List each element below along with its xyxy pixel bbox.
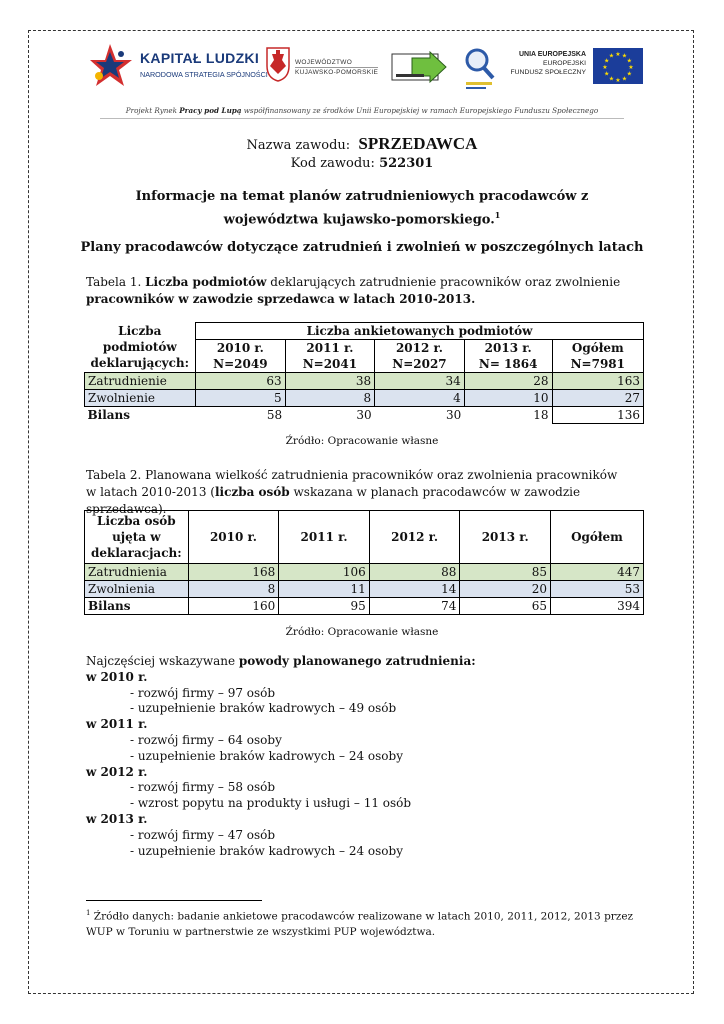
table1-cell: 63	[196, 373, 286, 390]
reasons-year: w 2013 r.	[86, 811, 148, 826]
table1-col-n: N=2049	[196, 356, 286, 373]
table1-col-n: N= 1864	[464, 356, 552, 373]
woj-line1: WOJEWÓDZTWO	[295, 59, 353, 66]
occupation-code	[0, 156, 724, 171]
list-item: - rozwój firmy – 47 osób	[130, 827, 276, 842]
eu-flag-icon	[593, 48, 643, 84]
table1-cell: 34	[375, 373, 465, 390]
svg-text:★: ★	[608, 52, 615, 60]
occupation-name-label: Nazwa zawodu:	[246, 138, 351, 153]
main-heading	[92, 188, 632, 229]
footnote-mark: 1	[86, 909, 91, 917]
wup-arrow-icon	[390, 48, 452, 88]
table2	[84, 510, 644, 615]
table1-cell: 163	[552, 373, 643, 390]
table2-caption-bold: liczba osób	[214, 485, 290, 499]
occupation-code-label: Kod zawodu:	[290, 156, 375, 171]
eu-logo	[500, 48, 640, 88]
svg-text:★: ★	[626, 70, 632, 78]
svg-text:★: ★	[615, 77, 621, 84]
occupation-name-value: SPRZEDAWCA	[358, 134, 478, 153]
eu-line2: EUROPEJSKI	[542, 60, 586, 67]
table2-cell: 447	[550, 564, 643, 581]
table1-row-label: Bilans	[87, 408, 131, 423]
table-row	[85, 564, 644, 581]
svg-text:★: ★	[615, 51, 621, 58]
table1-col-year: 2013 r.	[464, 340, 552, 357]
wojewodztwo-text	[295, 58, 378, 77]
table2-cell: 53	[550, 581, 643, 598]
table1-source: Źródło: Opracowanie własne	[285, 435, 439, 447]
table2-caption-line1: Tabela 2. Planowana wielkość zatrudnienia pracowników oraz zwolnienia pracowników	[86, 468, 618, 482]
reasons-intro-bold: powody planowanego zatrudnienia:	[238, 654, 476, 668]
table2-cell: 394	[550, 598, 643, 615]
table-row	[85, 598, 644, 615]
table1-cell: 30	[445, 408, 462, 423]
table1-row-header: Liczba podmiotów deklarujących:	[90, 324, 190, 371]
main-heading-text: Informacje na temat planów zatrudnieniowych pracodawców z województwa kujawsko-pomorskiego.	[135, 189, 589, 228]
footnote-divider	[86, 900, 262, 901]
table2-cell: 85	[460, 564, 551, 581]
table1-cell: 4	[375, 390, 465, 407]
kapital-ludzki-logo	[90, 42, 268, 92]
table1-caption	[86, 274, 646, 308]
list-item: - wzrost popytu na produkty i usługi – 11 osób	[130, 796, 412, 811]
table1-caption-mid: deklarujących zatrudnienie pracowników oraz zwolnienie	[266, 275, 621, 289]
table1-cell: 10	[464, 390, 552, 407]
table1-cell: 8	[285, 390, 375, 407]
table2-col-year: 2013 r.	[460, 511, 551, 564]
project-note-bold: Pracy pod Lupą	[179, 106, 242, 115]
table-row	[85, 373, 644, 390]
eu-line3: FUNDUSZ SPOŁECZNY	[510, 69, 586, 76]
list-item: - uzupełnienie braków kadrowych – 49 osób	[130, 701, 397, 716]
table2-cell: 11	[279, 581, 370, 598]
footnote	[86, 906, 646, 940]
section-heading: Plany pracodawców dotyczące zatrudnień i zwolnień w poszczególnych latach	[80, 240, 644, 255]
project-note-post: współfinansowany ze środków Unii Europejskiej w ramach Europejskiego Funduszu Społecznego	[241, 106, 599, 115]
table2-row-header: Liczba osób ujęta w deklaracjach:	[85, 511, 189, 564]
table2-source: Źródło: Opracowanie własne	[285, 626, 439, 638]
table2-cell: 88	[369, 564, 460, 581]
table1-col-n: N=2041	[285, 356, 375, 373]
table2-row-label: Zwolnienia	[85, 581, 189, 598]
main-heading-footnote-ref: 1	[494, 210, 501, 220]
table2-row-label: Zatrudnienia	[85, 564, 189, 581]
header-divider	[100, 118, 624, 119]
table2-cell: 14	[369, 581, 460, 598]
table1-cell: 18	[533, 408, 549, 423]
table1-group-header: Liczba ankietowanych podmiotów	[196, 323, 644, 340]
woj-line2: KUJAWSKO-POMORSKIE	[295, 69, 379, 76]
table-row	[85, 390, 644, 407]
occupation-code-value: 522301	[379, 156, 434, 171]
svg-text:★: ★	[621, 75, 628, 83]
reasons-year: w 2012 r.	[86, 764, 148, 779]
table1-col-year: Ogółem	[552, 340, 643, 357]
list-item: - rozwój firmy – 97 osób	[130, 685, 276, 700]
table-row	[85, 407, 644, 424]
table1-col-year: 2012 r.	[375, 340, 465, 357]
rynek-pracy-pod-lupa-logo	[462, 46, 496, 92]
magnifier-icon	[462, 46, 496, 92]
logos-bar	[90, 38, 650, 98]
eu-line1: UNIA EUROPEJSKA	[518, 51, 586, 58]
kapital-ludzki-title: KAPITAŁ LUDZKI	[140, 50, 260, 66]
coat-of-arms-icon	[265, 46, 291, 82]
svg-text:★: ★	[602, 64, 608, 71]
svg-text:★: ★	[608, 75, 615, 83]
table2-cell: 8	[188, 581, 279, 598]
table1-col-year: 2010 r.	[196, 340, 286, 357]
table2-col-year: Ogółem	[550, 511, 643, 564]
table1-cell: 136	[552, 407, 643, 424]
svg-text:★: ★	[621, 52, 628, 60]
svg-text:★: ★	[604, 70, 610, 78]
table1-cell: 38	[285, 373, 375, 390]
reasons-intro	[86, 654, 646, 670]
wup-logo	[390, 48, 452, 88]
table1-col-n: N=7981	[552, 356, 643, 373]
list-item: - rozwój firmy – 58 osób	[130, 780, 276, 795]
table1-cell: 27	[552, 390, 643, 407]
table2-row-label: Bilans	[85, 598, 189, 615]
table2-col-year: 2011 r.	[279, 511, 370, 564]
svg-text:★: ★	[628, 64, 634, 71]
wojewodztwo-logo	[265, 44, 385, 88]
table1-caption-bold: Liczba podmiotów	[145, 275, 267, 289]
table1-col-year: 2011 r.	[285, 340, 375, 357]
table1-cell: 28	[464, 373, 552, 390]
list-item: - rozwój firmy – 64 osoby	[130, 732, 282, 747]
reasons-intro-pre: Najczęściej wskazywane	[86, 654, 239, 668]
table2-caption-pre: w latach 2010-2013 (	[86, 485, 215, 499]
table1-row-label: Zwolnienie	[85, 390, 196, 407]
table1	[84, 322, 644, 424]
eu-text	[500, 50, 586, 77]
table2-cell: 95	[279, 598, 370, 615]
footnote-text: Źródło danych: badanie ankietowe pracodawców realizowane w latach 2010, 2011, 2012, 2013 przez WUP w Toruniu w partnerstwie ze wszystkimi PUP województwa.	[86, 910, 634, 938]
occupation-name	[0, 134, 724, 154]
table2-cell: 74	[369, 598, 460, 615]
table1-cell: 5	[196, 390, 286, 407]
table1-row-label: Zatrudnienie	[85, 373, 196, 390]
table1-cell: 58	[266, 408, 283, 423]
table1-col-n: N=2027	[375, 356, 465, 373]
project-note	[0, 106, 724, 115]
table-row	[85, 581, 644, 598]
kapital-ludzki-star-icon	[90, 42, 132, 88]
svg-text:★: ★	[604, 57, 610, 65]
table2-cell: 160	[188, 598, 279, 615]
table1-caption-pre: Tabela 1.	[86, 275, 146, 289]
table2-col-year: 2010 r.	[188, 511, 279, 564]
table1-caption-bold2: pracowników w zawodzie sprzedawca w latach 2010-2013.	[86, 292, 476, 306]
table2-cell: 106	[279, 564, 370, 581]
list-item: - uzupełnienie braków kadrowych – 24 osoby	[130, 843, 403, 858]
reasons-year: w 2011 r.	[86, 717, 148, 732]
reasons-year: w 2010 r.	[86, 669, 148, 684]
table1-cell: 30	[356, 408, 372, 423]
list-item: - uzupełnienie braków kadrowych – 24 osoby	[130, 748, 403, 763]
table2-cell: 65	[460, 598, 551, 615]
table2-cell: 168	[188, 564, 279, 581]
table2-col-year: 2012 r.	[369, 511, 460, 564]
kapital-ludzki-subtitle: NARODOWA STRATEGIA SPÓJNOŚCI	[140, 70, 268, 79]
table2-caption-post: wskazana w planach pracodawców w zawodzie sprzedawca).	[86, 485, 581, 516]
reasons-list	[86, 654, 646, 859]
svg-text:★: ★	[626, 57, 632, 65]
table2-cell: 20	[460, 581, 551, 598]
project-note-pre: Projekt Rynek	[125, 106, 180, 115]
